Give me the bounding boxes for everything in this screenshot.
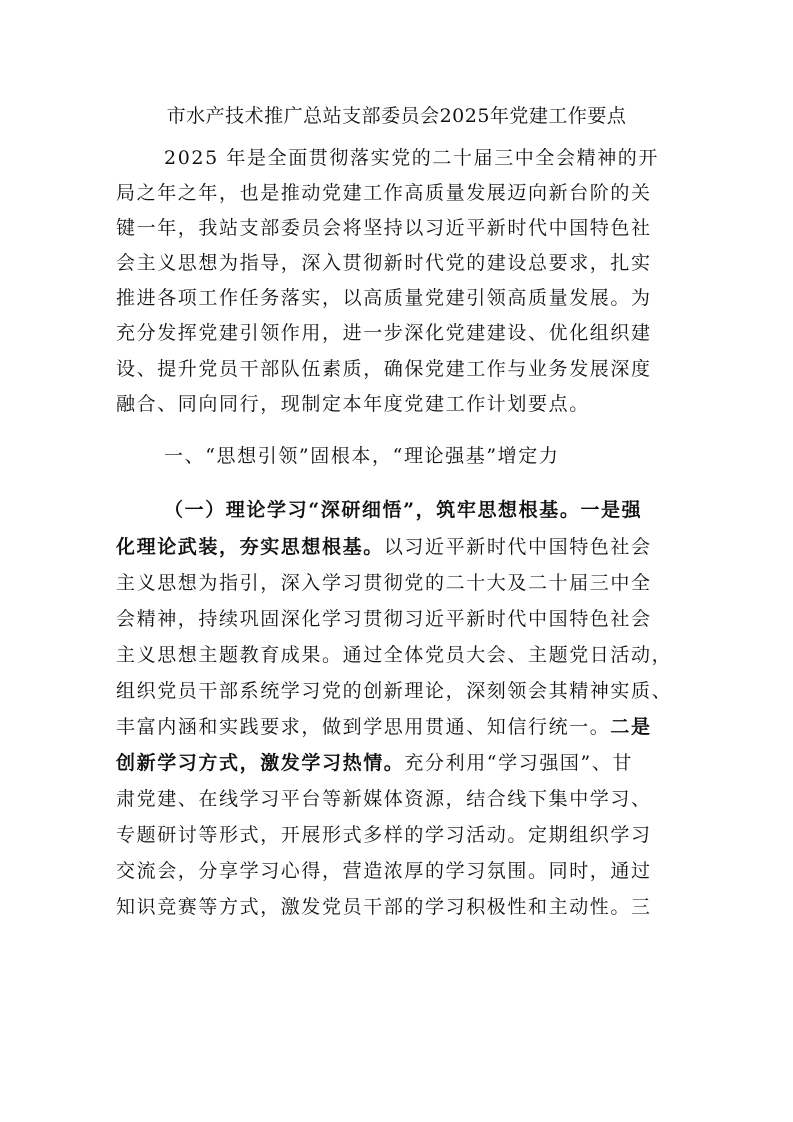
body-line: 知识竞赛等方式，激发党员干部的学习积极性和主动性。三 — [116, 896, 652, 918]
body-text: 充分利用“学习强国”、甘 — [404, 752, 634, 774]
bold-phrase: 二是 — [610, 716, 652, 738]
body-line: 交流会，分享学习心得，营造浓厚的学习氛围。同时，通过 — [116, 860, 652, 882]
intro-line: 键一年，我站支部委员会将坚持以习近平新时代中国特色社 — [116, 217, 652, 239]
bold-phrase: 创新学习方式，激发学习热情。 — [116, 752, 405, 774]
body-line: 专题研讨等形式，开展形式多样的学习活动。定期组织学习 — [116, 824, 652, 846]
body-line: 组织党员干部系统学习党的创新理论，深刻领会其精神实质、 — [116, 680, 673, 702]
intro-line: 设、提升党员干部队伍素质，确保党建工作与业务发展深度 — [116, 358, 652, 380]
intro-line: 局之年之年，也是推动党建工作高质量发展迈向新台阶的关 — [116, 182, 652, 204]
intro-line: 推进各项工作任务落实，以高质量党建引领高质量发展。为 — [116, 287, 652, 309]
body-line: 会精神，持续巩固深化学习贯彻习近平新时代中国特色社会 — [116, 608, 652, 630]
intro-line: 会主义思想为指导，深入贯彻新时代党的建设总要求，扎实 — [116, 252, 652, 274]
body-line — [116, 533, 676, 561]
body-line — [116, 713, 676, 741]
intro-line: 充分发挥党建引领作用，进一步深化党建建设、优化组织建 — [116, 322, 652, 344]
intro-line: 2025 年是全面贯彻落实党的二十届三中全会精神的开 — [164, 147, 659, 169]
intro-line: 融合、同向同行，现制定本年度党建工作计划要点。 — [116, 393, 590, 415]
body-line: 肃党建、在线学习平台等新媒体资源，结合线下集中学习、 — [116, 788, 652, 810]
body-line — [116, 749, 676, 777]
body-line: 主义思想为指引，深入学习贯彻党的二十大及二十届三中全 — [116, 572, 652, 594]
body-text: 丰富内涵和实践要求，做到学思用贯通、知信行统一。 — [116, 716, 611, 738]
document-title: 市水产技术推广总站支部委员会2025年党建工作要点 — [166, 105, 627, 127]
section-heading: 一、“思想引领”固根本，“理论强基”增定力 — [164, 445, 560, 467]
body-text: 以习近平新时代中国特色社会 — [383, 536, 652, 558]
bold-phrase: 化理论武装，夯实思想根基。 — [116, 536, 384, 558]
subsection-heading: （一）理论学习“深研细悟”，筑牢思想根基。一是强 — [164, 499, 643, 521]
body-line: 主义思想主题教育成果。通过全体党员大会、主题党日活动， — [116, 644, 673, 666]
